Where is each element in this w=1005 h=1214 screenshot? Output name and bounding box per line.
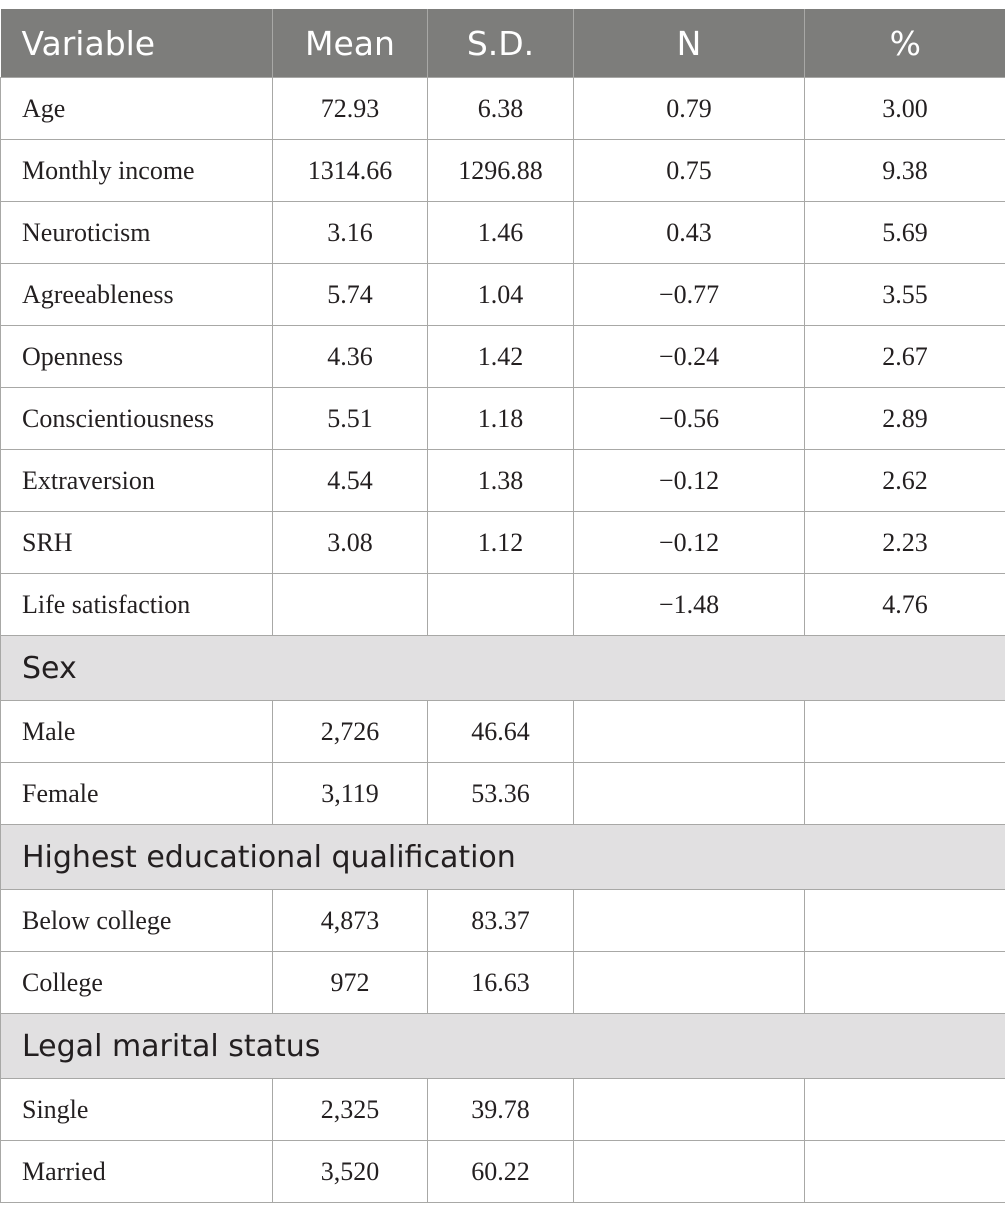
header-percent: %: [805, 9, 1005, 78]
header-sd: S.D.: [428, 9, 574, 78]
cell-n: [574, 952, 805, 1014]
row-label: Conscientiousness: [1, 388, 273, 450]
cell-sd: 39.78: [428, 1079, 574, 1141]
cell-percent: [805, 1079, 1005, 1141]
cell-mean: 3,520: [273, 1141, 428, 1203]
row-label: Female: [1, 763, 273, 825]
cell-mean: 4,873: [273, 890, 428, 952]
section-row-education: [1, 825, 1005, 890]
table-row: [1, 1079, 1005, 1141]
cell-mean: 72.93: [273, 78, 428, 140]
section-row-marital-status: [1, 1014, 1005, 1079]
row-label: Neuroticism: [1, 202, 273, 264]
cell-percent: 4.76: [805, 574, 1005, 636]
cell-percent: 2.62: [805, 450, 1005, 512]
cell-n: 0.79: [574, 78, 805, 140]
table-row: [1, 952, 1005, 1014]
table-row: [1, 512, 1005, 574]
row-label: Life satisfaction: [1, 574, 273, 636]
table-row: [1, 140, 1005, 202]
cell-n: 0.75: [574, 140, 805, 202]
header-row: [1, 9, 1005, 78]
row-label: Extraversion: [1, 450, 273, 512]
cell-mean: 5.74: [273, 264, 428, 326]
cell-percent: 9.38: [805, 140, 1005, 202]
cell-percent: [805, 701, 1005, 763]
cell-percent: [805, 763, 1005, 825]
cell-n: [574, 890, 805, 952]
cell-percent: 2.67: [805, 326, 1005, 388]
cell-mean: 4.36: [273, 326, 428, 388]
header-mean: Mean: [273, 9, 428, 78]
cell-sd: 83.37: [428, 890, 574, 952]
table-row: [1, 326, 1005, 388]
cell-n: −0.56: [574, 388, 805, 450]
cell-percent: 2.23: [805, 512, 1005, 574]
table-row: [1, 574, 1005, 636]
cell-mean: 4.54: [273, 450, 428, 512]
cell-n: −0.12: [574, 512, 805, 574]
descriptive-statistics-table: [0, 9, 1005, 1203]
table-body: [1, 78, 1005, 1203]
section-row-sex: [1, 636, 1005, 701]
cell-sd: 1.46: [428, 202, 574, 264]
cell-mean: 3.08: [273, 512, 428, 574]
table-row: [1, 450, 1005, 512]
cell-n: −0.12: [574, 450, 805, 512]
header-n: N: [574, 9, 805, 78]
cell-sd: 1.18: [428, 388, 574, 450]
cell-mean: 3.16: [273, 202, 428, 264]
cell-mean: 1314.66: [273, 140, 428, 202]
cell-n: −0.24: [574, 326, 805, 388]
cell-percent: 5.69: [805, 202, 1005, 264]
row-label: College: [1, 952, 273, 1014]
row-label: Monthly income: [1, 140, 273, 202]
table-row: [1, 1141, 1005, 1203]
row-label: Age: [1, 78, 273, 140]
cell-mean: 5.51: [273, 388, 428, 450]
table-row: [1, 890, 1005, 952]
cell-n: [574, 1141, 805, 1203]
cell-n: [574, 701, 805, 763]
row-label: Single: [1, 1079, 273, 1141]
cell-mean: [273, 574, 428, 636]
cell-sd: 1.12: [428, 512, 574, 574]
cell-sd: 60.22: [428, 1141, 574, 1203]
cell-mean: 972: [273, 952, 428, 1014]
header-variable: Variable: [1, 9, 273, 78]
cell-sd: 6.38: [428, 78, 574, 140]
cell-percent: 2.89: [805, 388, 1005, 450]
table-row: [1, 264, 1005, 326]
cell-mean: 2,325: [273, 1079, 428, 1141]
cell-n: [574, 763, 805, 825]
table-row: [1, 388, 1005, 450]
cell-sd: 1.04: [428, 264, 574, 326]
cell-sd: [428, 574, 574, 636]
table-row: [1, 701, 1005, 763]
section-label: Highest educational qualification: [1, 825, 1005, 890]
cell-n: −0.77: [574, 264, 805, 326]
row-label: Male: [1, 701, 273, 763]
cell-n: [574, 1079, 805, 1141]
table-row: [1, 202, 1005, 264]
row-label: Married: [1, 1141, 273, 1203]
table-header: [1, 9, 1005, 78]
row-label: Agreeableness: [1, 264, 273, 326]
cell-sd: 46.64: [428, 701, 574, 763]
cell-sd: 16.63: [428, 952, 574, 1014]
cell-percent: [805, 890, 1005, 952]
cell-percent: 3.55: [805, 264, 1005, 326]
section-label: Legal marital status: [1, 1014, 1005, 1079]
table-row: [1, 78, 1005, 140]
cell-n: −1.48: [574, 574, 805, 636]
cell-percent: 3.00: [805, 78, 1005, 140]
cell-percent: [805, 1141, 1005, 1203]
row-label: SRH: [1, 512, 273, 574]
cell-percent: [805, 952, 1005, 1014]
cell-mean: 3,119: [273, 763, 428, 825]
table-row: [1, 763, 1005, 825]
cell-n: 0.43: [574, 202, 805, 264]
cell-sd: 53.36: [428, 763, 574, 825]
cell-sd: 1296.88: [428, 140, 574, 202]
section-label: Sex: [1, 636, 1005, 701]
row-label: Openness: [1, 326, 273, 388]
row-label: Below college: [1, 890, 273, 952]
cell-mean: 2,726: [273, 701, 428, 763]
cell-sd: 1.42: [428, 326, 574, 388]
cell-sd: 1.38: [428, 450, 574, 512]
